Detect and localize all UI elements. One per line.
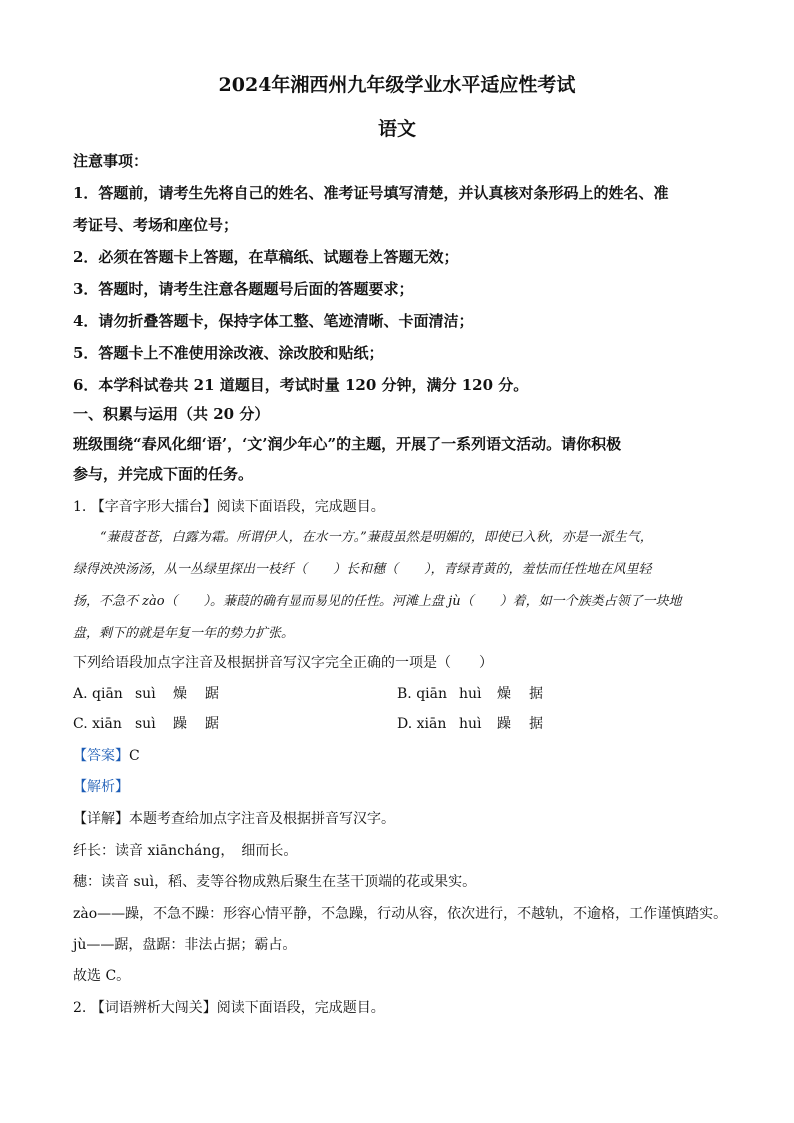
detail-line-3: 穗：读音 suì，稻、麦等谷物成熟后聚生在茎干顶端的花或果实。: [73, 874, 477, 890]
option-a-pinyin: suì: [135, 686, 156, 702]
detail-line-6: 故选 C。: [73, 968, 131, 984]
option-c-label: C. xiān: [73, 716, 122, 732]
passage-line-3: 扬，不急不 zào（ ）。蒹葭的确有显而易见的任性。河滩上盘 jù（ ）着，如一个族类占领了一块地: [73, 594, 682, 609]
section-heading: 一、积累与运用（共 20 分）: [73, 405, 270, 423]
question-2-stem: 2. 【词语辨析大闯关】阅读下面语段，完成题目。: [73, 1000, 385, 1016]
section-intro-line-1: 班级围绕“春风化细‘语’，‘文’润少年心”的主题，开展了一系列语文活动。请你积极: [73, 435, 622, 453]
notice-item-3: 3．答题时，请考生注意各题题号后面的答题要求；: [73, 280, 414, 298]
option-d-pinyin: huì: [459, 716, 482, 732]
detail-line-2: 纤长：读音 xiāncháng， 细而长。: [73, 843, 298, 859]
option-a[interactable]: [73, 683, 219, 703]
question-1-stem: 1. 【字音字形大擂台】阅读下面语段，完成题目。: [73, 499, 385, 515]
notice-item-1: 1．答题前，请考生先将自己的姓名、准考证号填写清楚，并认真核对条形码上的姓名、准: [73, 184, 669, 202]
option-b-pinyin: huì: [459, 686, 482, 702]
passage-line-1: “蒹葭苍苍，白露为霜。所谓伊人，在水一方。”蒹葭虽然是明媚的，即使已入秋，亦是一派生气，: [100, 530, 653, 545]
detail-line-5: jù——踞，盘踞：非法占据；霸占。: [73, 937, 297, 953]
answer-row: [73, 745, 140, 765]
passage-line-2: 绿得泱泱汤汤，从一丛绿里探出一枝纤（ ）长和穗（ ），青绿青黄的，羞怯而任性地在风里轻: [73, 562, 652, 577]
answer-value: C: [129, 748, 140, 764]
exam-title: 2024年湘西州九年级学业水平适应性考试: [218, 74, 576, 96]
notice-heading: 注意事项：: [73, 152, 149, 170]
option-c-pinyin: suì: [135, 716, 156, 732]
option-b-label: B. qiān: [397, 686, 447, 702]
detail-line-1: 【详解】本题考查给加点字注音及根据拼音写汉字。: [73, 811, 395, 827]
option-b-char-2: 据: [529, 686, 543, 702]
option-a-label: A. qiān: [73, 686, 123, 702]
notice-item-5: 5．答题卡上不准使用涂改液、涂改胶和贴纸；: [73, 344, 384, 362]
option-d-char-1: 躁: [497, 716, 511, 732]
option-c[interactable]: [73, 713, 219, 733]
option-c-char-1: 躁: [173, 716, 187, 732]
section-intro-line-2: 参与，并完成下面的任务。: [73, 465, 254, 483]
option-d-char-2: 据: [529, 716, 543, 732]
answer-tag: 【答案】: [73, 748, 129, 764]
question-1-prompt: 下列给语段加点字注音及根据拼音写汉字完全正确的一项是（ ）: [73, 655, 493, 671]
option-b[interactable]: [397, 683, 543, 703]
exam-subject: 语文: [377, 118, 416, 140]
option-c-char-2: 踞: [205, 716, 219, 732]
notice-item-4: 4．请勿折叠答题卡，保持字体工整、笔迹清晰、卡面清洁；: [73, 312, 474, 330]
notice-item-6: 6．本学科试卷共 21 道题目，考试时量 120 分钟，满分 120 分。: [73, 376, 529, 394]
analysis-tag: 【解析】: [73, 779, 129, 795]
option-d[interactable]: [397, 713, 543, 733]
notice-item-1-cont: 考证号、考场和座位号；: [73, 216, 239, 234]
option-a-char-2: 踞: [205, 686, 219, 702]
option-d-label: D. xiān: [397, 716, 447, 732]
passage-line-4: 盘，剩下的就是年复一年的势力扩张。: [73, 626, 295, 641]
option-b-char-1: 燥: [497, 686, 511, 702]
detail-line-4: zào——躁，不急不躁：形容心情平静，不急躁，行动从容，依次进行，不越轨，不逾格，工作谨慎踏实。: [73, 906, 728, 922]
notice-item-2: 2．必须在答题卡上答题，在草稿纸、试题卷上答题无效；: [73, 248, 459, 266]
option-a-char-1: 燥: [173, 686, 187, 702]
